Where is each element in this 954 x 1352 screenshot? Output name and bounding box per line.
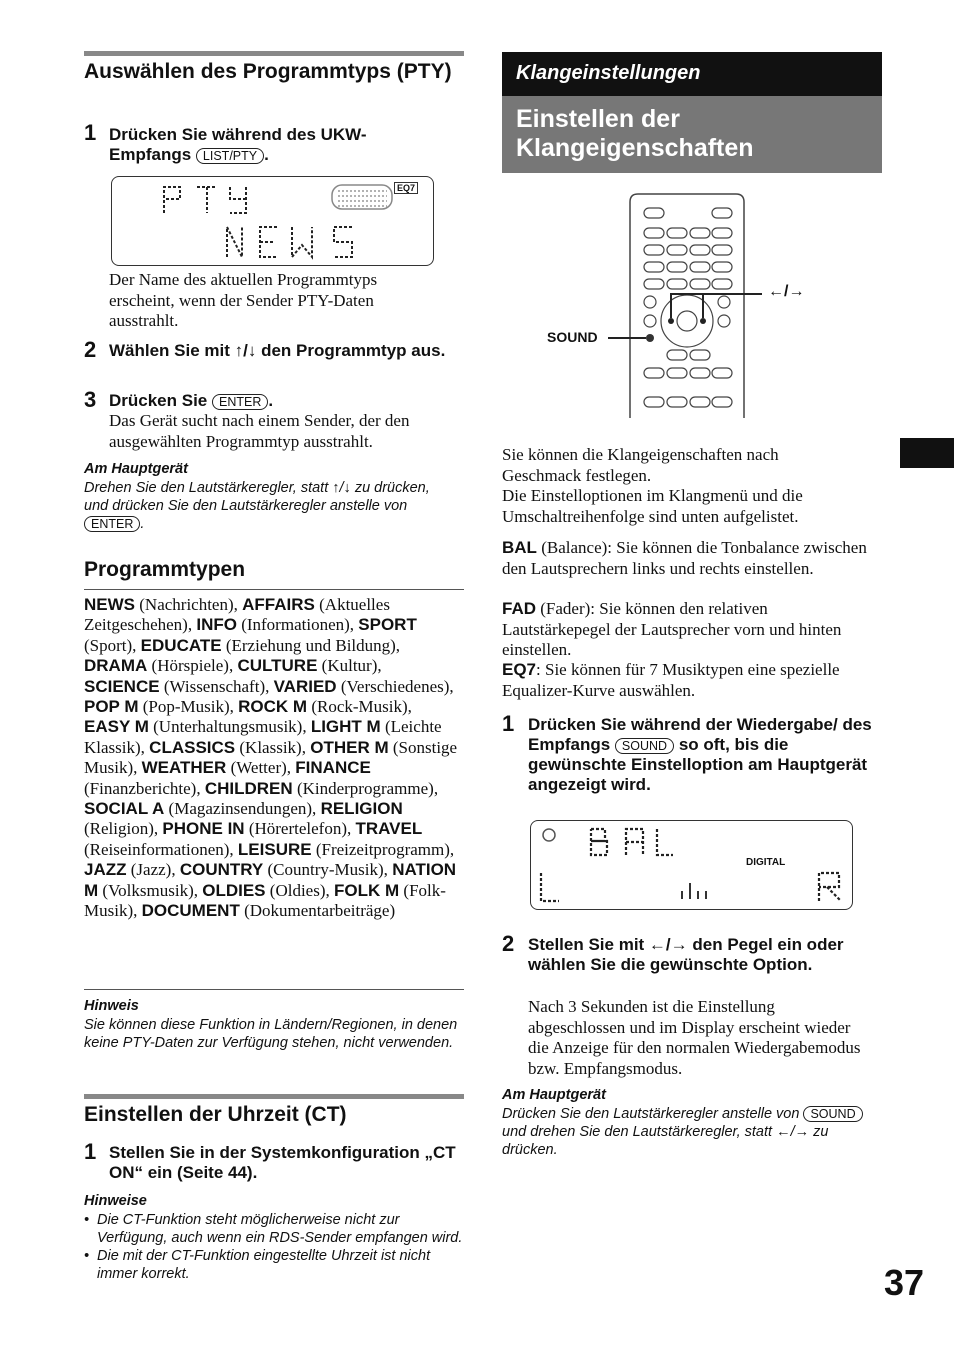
pty-description: Der Name des aktuellen Programmtyps erscheint, wenn der Sender PTY-Daten ausstrahlt. [109,270,378,330]
program-type-code: CLASSICS [149,737,236,757]
program-type-code: CHILDREN [204,778,293,798]
program-type-desc: (Jazz), [126,860,180,880]
program-type-desc: (Religion), [84,819,163,839]
option-eq7 [502,660,872,701]
option-code: EQ7 [502,660,537,679]
step-number: 2 [84,337,97,362]
ct-step-1: Stellen Sie in der Systemkonfiguration „CT ON“ ein (Seite 44). [109,1143,456,1182]
option-text: (Fader): Sie können den relativen Lautstärkepegel der Lautsprecher vorn und hinten einstellen. [502,599,842,659]
program-type-item [141,636,400,655]
step3-description: Das Gerät sucht nach einem Sender, der den ausgewählten Programmtyp ausstrahlt. [109,411,410,451]
option-code: BAL [502,538,537,557]
program-type-item [238,840,454,859]
step-number: 1 [502,711,515,736]
option-text: (Balance): Sie können die Tonbalance zwischen den Lautsprechern links und rechts einstellen. [502,538,867,578]
program-type-desc: (Wissenschaft), [159,676,274,696]
program-type-code: CULTURE [237,656,318,676]
program-type-code: DRAMA [84,656,148,676]
program-type-desc: (Sonstige Musik), [84,737,458,778]
program-type-item [274,677,454,696]
program-type-desc: (Freizeitprogramm), [311,839,455,859]
program-type-code: SCIENCE [84,676,160,696]
program-type-item [84,717,311,736]
arrow-callout-label: ←/→ [768,283,805,300]
remote-control-graphic [540,190,840,420]
sound-key: SOUND [803,1106,862,1122]
program-type-desc: (Klassik), [235,737,311,757]
program-type-desc: (Hörspiele), [147,656,238,676]
step-number: 1 [84,120,97,145]
program-type-item [84,799,321,818]
program-type-desc: (Dokumentarbeiträge) [239,901,396,921]
program-type-code: COUNTRY [179,860,264,880]
program-types-heading: Programmtypen [84,558,246,581]
program-type-code: VARIED [273,676,337,696]
note-text: und drehen Sie den Lautstärkeregler, statt ←/→ zu drücken. [502,1124,829,1158]
program-type-item [149,738,310,757]
program-type-code: POP M [84,697,139,717]
note-title: Am Hauptgerät [84,461,188,477]
program-type-desc: (Leichte Klassik), [84,717,442,757]
option-text: : Sie können für 7 Musiktypen eine spezielle Equalizer-Kurve auswählen. [502,660,840,700]
chapter-tab [900,438,954,468]
step-text: so oft, bis die gewünschte Einstelloption am Hauptgerät angezeigt wird. [528,735,868,794]
hint-item: • Die mit der CT-Funktion eingestellte Uhrzeit ist nicht immer korrekt. [84,1248,431,1282]
program-type-code: DOCUMENT [141,901,240,921]
step-number: 1 [84,1139,97,1164]
program-type-desc: (Pop-Musik), [138,697,239,717]
program-type-item [84,860,180,879]
program-type-code: EASY M [84,717,149,737]
page-number: 37 [884,1262,925,1303]
program-type-code: LEISURE [237,839,312,859]
hint-text: Sie können diese Funktion in Ländern/Regionen, in denen keine PTY-Daten zur Verfügung stehen, nicht verwenden. [84,1017,458,1051]
program-type-desc: (Kinderprogramme), [292,778,439,798]
hints-title: Hinweise [84,1193,147,1209]
page-title: Einstellen der Klangeigenschaften [516,105,754,162]
pty-step-1: Drücken Sie während des UKW-Empfangs LIST/PTY . [109,125,367,164]
program-type-item [237,656,381,675]
step-text: Drücken Sie während des UKW-Empfangs [109,125,367,164]
list-pty-key: LIST/PTY [196,148,264,164]
step-number: 3 [84,387,97,412]
program-type-desc: (Nachrichten), [135,595,243,614]
program-type-item [202,881,334,900]
program-type-item [84,677,274,696]
divider [84,989,464,990]
pty-step-3: Drücken Sie ENTER . [109,391,274,410]
program-type-code: FOLK M [334,880,400,900]
program-type-desc: (Aktuelles Zeitgeschehen), [84,595,390,635]
program-type-desc: (Magazinsendungen), [164,799,321,819]
program-type-desc: (Unterhaltungsmusik), [148,717,311,737]
section-rule [84,51,464,56]
program-type-code: PHONE IN [162,819,245,839]
program-type-item [196,615,358,634]
enter-key: ENTER [84,516,140,532]
program-type-item [84,595,242,614]
program-type-desc: (Reiseinformationen), [84,839,238,859]
option-bal [502,538,872,579]
sound-step-1 [528,715,883,795]
step2-description: Nach 3 Sekunden ist die Einstellung abgeschlossen und im Display erscheint wieder die Anzeige für den normalen Wiedergabemodus bzw. Empfangsmodus. [528,997,861,1078]
lcd-pty-graphic [112,177,433,265]
note-title: Am Hauptgerät [502,1087,606,1103]
program-type-desc: (Informationen), [236,615,359,635]
program-type-code: NATION M [84,860,457,900]
program-types-list [84,595,459,922]
program-type-desc: (Rock-Musik), [307,697,412,717]
section-label: Klangeinstellungen [516,62,701,84]
program-type-code: RELIGION [320,799,403,819]
program-type-code: JAZZ [84,860,127,880]
step-text: Drücken Sie während der Wiedergabe/ des Empfangs [528,715,872,754]
program-type-code: LIGHT M [310,717,381,737]
eq7-badge: EQ7 [394,182,418,194]
program-type-item [142,901,396,920]
pty-heading: Auswählen des Programmtyps (PTY) [84,60,452,83]
program-type-desc: (Finanzberichte), [84,778,205,798]
program-type-desc: (Sport), [84,635,141,655]
program-type-item [84,656,237,675]
program-type-code: SPORT [358,615,417,635]
sound-callout-label: SOUND [547,329,598,345]
section-banner [502,52,882,96]
program-type-desc: (Oldies), [265,880,334,900]
program-type-item [180,860,392,879]
option-fad [502,599,872,661]
program-type-code: TRAVEL [355,819,423,839]
sound-key: SOUND [615,738,674,754]
digital-indicator: DIGITAL [746,857,786,868]
program-type-code: OTHER M [310,737,389,757]
enter-key: ENTER [212,394,268,410]
program-type-desc: (Erziehung und Bildung), [221,635,401,655]
title-banner [502,96,882,173]
section-rule [84,1094,464,1099]
program-type-desc: (Kultur), [317,656,382,676]
hint-item: • Die CT-Funktion steht möglicherweise nicht zur Verfügung, auch wenn ein RDS-Sender empfangen wird. [84,1212,463,1246]
program-type-desc: (Volksmusik), [98,880,203,900]
program-type-item [162,819,355,838]
intro-paragraph-1: Sie können die Klangeigenschaften nach Geschmack festlegen. [502,445,779,485]
option-code: FAD [502,599,536,618]
program-type-desc: (Country-Musik), [263,860,393,880]
intro-paragraph-2: Die Einstelloptionen im Klangmenü und die Umschaltreihenfolge sind unten aufgelistet. [502,486,803,526]
program-type-item [238,697,412,716]
program-type-item [205,779,438,798]
program-type-item [142,758,296,777]
sound-step-2: Stellen Sie mit ←/→ den Pegel ein oder wählen Sie die gewünschte Option. [528,935,844,974]
program-type-item [84,697,238,716]
note-text: Drücken Sie den Lautstärkeregler anstelle von [502,1106,800,1122]
main-unit-note: Drehen Sie den Lautstärkeregler, statt ↑/↓ zu drücken, und drücken Sie den Lautstärkeregler anstelle von ENTER . [84,480,430,532]
main-unit-note-sound [502,1105,877,1159]
program-type-desc: (Folk-Musik), [84,880,446,921]
step-number: 2 [502,931,515,956]
divider [84,589,464,590]
remote-illustration [540,190,840,420]
program-type-code: AFFAIRS [242,595,315,614]
pty-step-2: Wählen Sie mit ↑/↓ den Programmtyp aus. [109,341,446,360]
program-type-code: FINANCE [295,758,371,778]
program-type-code: OLDIES [202,880,266,900]
step-text: Drücken Sie [109,391,208,410]
ct-hints-list [84,1211,464,1283]
program-type-desc: (Wetter), [226,758,296,778]
program-type-code: WEATHER [141,758,227,778]
program-type-code: SOCIAL A [84,799,165,819]
program-type-code: INFO [196,615,237,635]
lcd-bal-graphic [531,821,852,909]
lcd-display-pty [111,176,434,266]
program-type-code: EDUCATE [140,635,222,655]
note-text: Drehen Sie den Lautstärkeregler, statt ↑/↓ zu drücken, und drücken Sie den Lautstärkeregler anstelle von [84,480,430,514]
program-type-code: NEWS [84,595,135,614]
program-type-code: ROCK M [238,697,308,717]
program-type-desc: (Hörertelefon), [244,819,356,839]
ct-heading: Einstellen der Uhrzeit (CT) [84,1103,347,1126]
hint-title: Hinweis [84,998,139,1014]
program-type-desc: (Verschiedenes), [336,676,454,696]
lcd-display-bal [530,820,853,910]
